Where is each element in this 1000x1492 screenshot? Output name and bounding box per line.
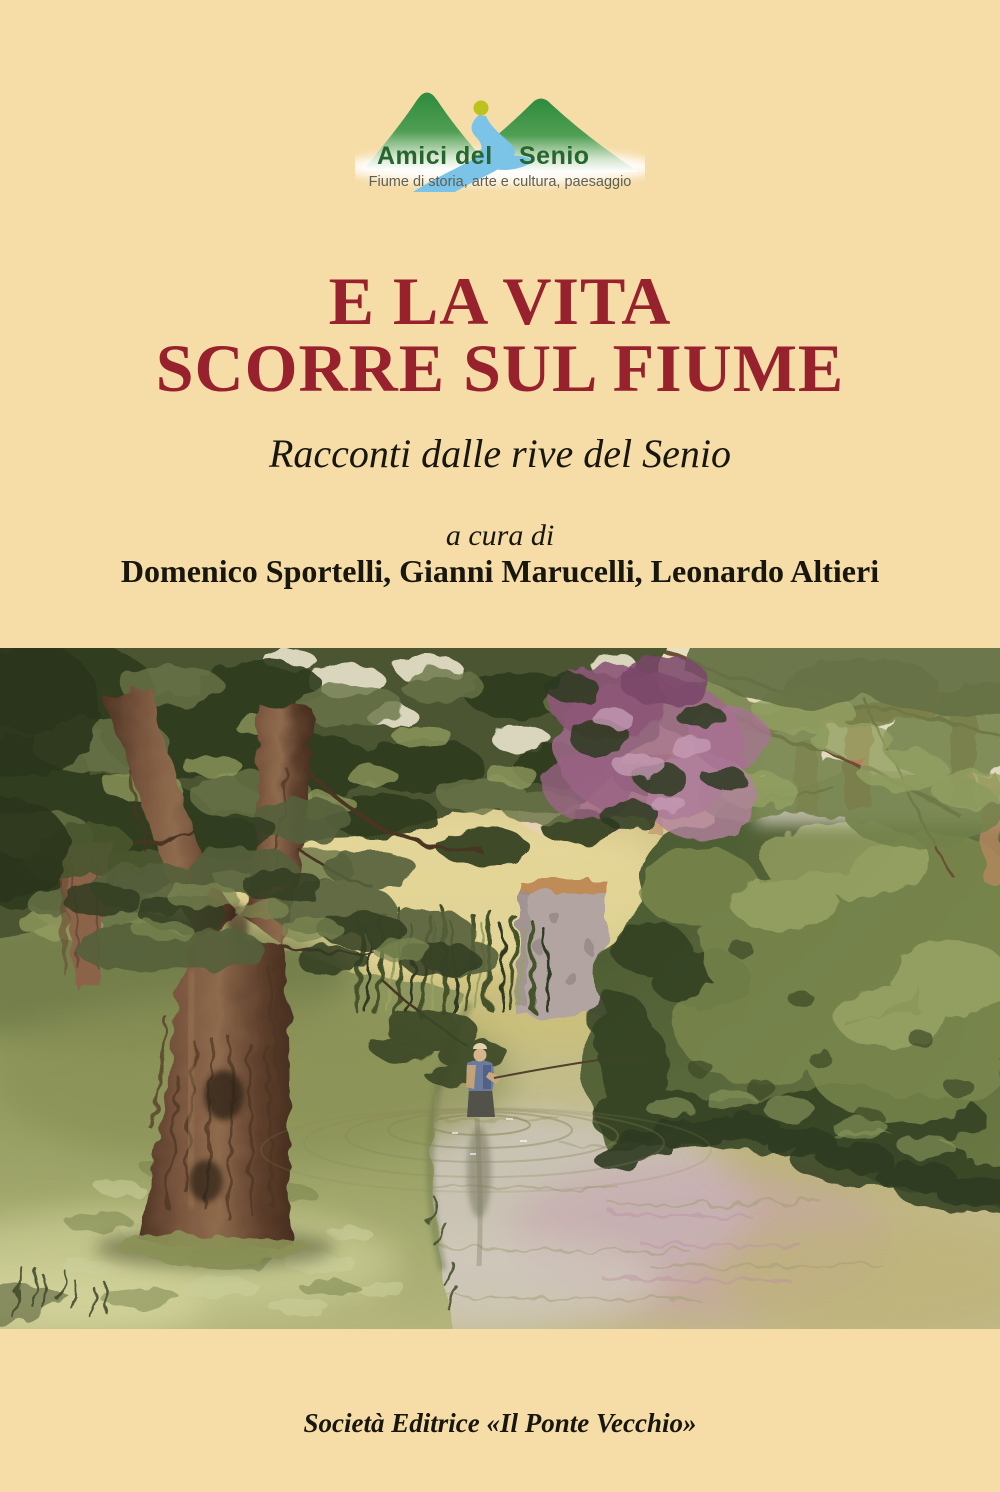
book-title-line2: SCORRE SUL FIUME [155,330,845,406]
book-title-line1: E LA VITA [328,263,672,339]
book-title [0,263,1000,406]
fisherman-waders [467,1089,495,1117]
logo-name-right: Senio [519,142,590,170]
fisherman-head [474,1049,487,1062]
amici-del-senio-logo [355,78,645,196]
edited-by-label: a cura di [445,519,555,552]
publisher-imprint: Società Editrice «Il Ponte Vecchio» [303,1408,697,1438]
trunk-knot [189,1160,223,1202]
logo-tagline: Fiume di storia, arte e cultura, paesaggio [368,174,632,190]
sun-icon [474,101,489,116]
book-subtitle: Racconti dalle rive del Senio [268,431,732,476]
trunk-knot [204,1070,244,1120]
logo-name-left: Amici del [377,142,493,170]
watercolor-river-scene [0,648,1000,1329]
editors-names: Domenico Sportelli, Gianni Marucelli, Leonardo Altieri [120,553,880,589]
cover-painting [0,648,1000,1329]
